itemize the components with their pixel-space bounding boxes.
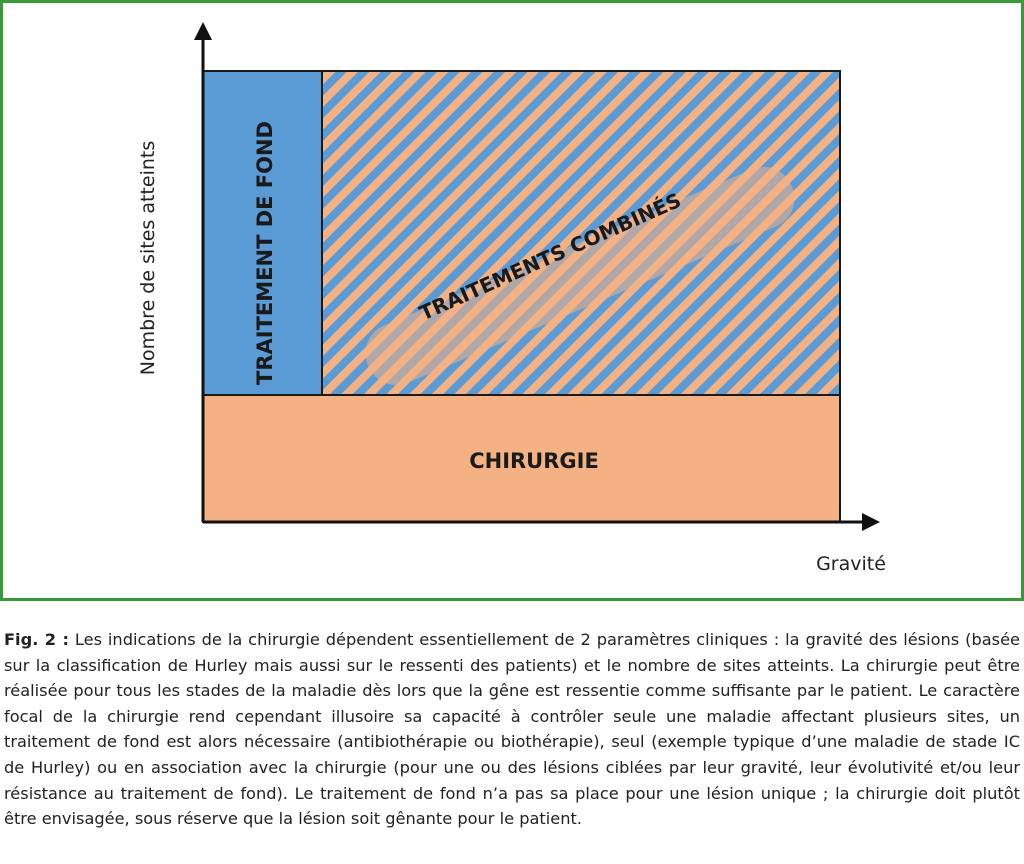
label-traitements-combines: TRAITEMENTS COMBINÉS	[415, 187, 685, 326]
y-axis-arrow	[194, 22, 212, 40]
label-traitement-de-fond: TRAITEMENT DE FOND	[253, 121, 277, 385]
x-axis-label: Gravité	[816, 553, 886, 575]
y-axis-label: Nombre de sites atteints	[137, 140, 159, 376]
figure-caption	[4, 627, 1020, 832]
caption-label: Fig. 2 :	[4, 630, 69, 649]
caption-text: Les indications de la chirurgie dépendent essentiellement de 2 paramètres cliniques : la gravité des lésions (basée sur la classification de Hurley mais aussi sur le ressenti des patients) et le nombre de sites atteints. La chirurgie peut être réalisée pour tous les stades de la maladie dès lors que la gêne est ressentie comme suffisante par le patient. Le caractère focal de la chirurgie rend cependant illusoire sa capacité à contrôler seule une maladie affectant plusieurs sites, un traitement de fond est alors nécessaire (antibiothérapie ou biothérapie), seul (exemple typique d’une maladie de stade IC de Hurley) ou en association avec la chirurgie (pour une ou des lésions ciblées par leur gravité, leur évolutivité et/ou leur résistance au traitement de fond). Le traitement de fond n’a pas sa place pour une lésion unique ; la chirurgie doit plutôt être envisagée, sous réserve que la lésion soit gênante pour le patient.	[4, 630, 1020, 829]
x-axis-arrow	[862, 513, 880, 531]
label-chirurgie: CHIRURGIE	[469, 449, 599, 473]
